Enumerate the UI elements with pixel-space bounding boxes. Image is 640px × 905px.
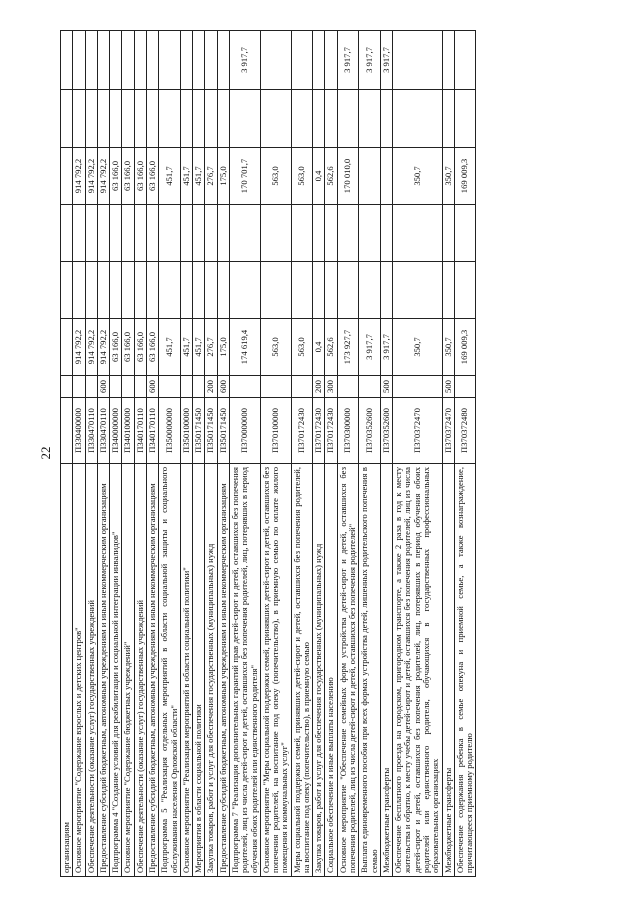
row-expense-type-cell (159, 376, 181, 398)
row-name-cell: Обеспечение деятельности (оказание услуг) государственных учреждений (85, 464, 97, 877)
row-name-cell: Подпрограмма 5 "Реализация отдельных мероприятий в области социальной защиты и социального обслуживания населения Орловской области" (159, 464, 181, 877)
row-value-5-cell (97, 90, 109, 148)
row-value-4-cell: 562,6 (325, 148, 337, 205)
row-value-6-cell (442, 31, 454, 90)
row-value-3-cell (110, 205, 122, 262)
row-code-cell: П340100000 (122, 398, 134, 464)
row-value-5-cell (134, 90, 146, 148)
row-value-4-cell: 63 166,0 (134, 148, 146, 205)
row-value-5-cell (61, 90, 73, 148)
row-expense-type-cell (393, 376, 442, 398)
row-value-2-cell (359, 262, 381, 319)
row-code-cell (61, 398, 73, 464)
row-value-3-cell (180, 205, 192, 262)
row-value-3-cell (325, 205, 337, 262)
row-value-4-cell: 451,7 (180, 148, 192, 205)
row-value-total-cell: 63 166,0 (134, 319, 146, 376)
row-value-2-cell (217, 262, 229, 319)
row-value-2-cell (61, 262, 73, 319)
row-value-3-cell (122, 205, 134, 262)
row-value-3-cell (217, 205, 229, 262)
row-value-3-cell (291, 205, 313, 262)
row-name-cell: Меры социальной поддержки семей, принявших детей-сирот и детей, оставшихся без попечения родителей, на воспитание под опеку (попечительство), в приемную семью (291, 464, 313, 877)
row-value-3-cell (454, 205, 476, 262)
row-value-6-cell (260, 31, 291, 90)
row-code-cell: П330400000 (73, 398, 85, 464)
row-value-3-cell (134, 205, 146, 262)
row-value-4-cell: 350,7 (393, 148, 442, 205)
row-name-cell: Обеспечение деятельности (оказание услуг) государственных учреждений (134, 464, 146, 877)
row-value-3-cell (260, 205, 291, 262)
row-value-total-cell: 3 917,7 (359, 319, 381, 376)
row-value-4-cell: 451,7 (159, 148, 181, 205)
row-value-2-cell (380, 262, 392, 319)
table-row (205, 31, 217, 877)
row-value-4-cell: 451,7 (193, 148, 205, 205)
row-value-4-cell: 0,4 (313, 148, 325, 205)
row-expense-type-cell (73, 376, 85, 398)
table-row (146, 31, 158, 877)
row-name-cell: Основное мероприятие "Обеспечение семейных форм устройства детей-сирот и детей, оставшихся без попечения родителей, лиц из числа детей-сирот и детей, оставшихся без попечения родителей" (337, 464, 359, 877)
row-value-4-cell: 914 792,2 (85, 148, 97, 205)
row-name-cell: Подпрограмма 7 "Реализация дополнительных гарантий прав детей-сирот и детей, оставшихся без попечения родителей, лиц из числа детей-сирот и детей, оставшихся без попечения родителей, лиц, потерявших в период обучения обоих родителей или единственного родителя" (229, 464, 260, 877)
row-value-2-cell (180, 262, 192, 319)
row-value-3-cell (159, 205, 181, 262)
row-code-cell: П370372470 (442, 398, 454, 464)
row-value-2-cell (260, 262, 291, 319)
row-value-5-cell (229, 90, 260, 148)
row-value-total-cell: 175,0 (217, 319, 229, 376)
row-value-5-cell (205, 90, 217, 148)
row-value-6-cell (205, 31, 217, 90)
row-expense-type-cell (122, 376, 134, 398)
row-value-total-cell: 914 792,2 (85, 319, 97, 376)
row-value-2-cell (73, 262, 85, 319)
row-name-cell: Подпрограмма 4 "Создание условий для реабилитации и социальной интеграции инвалидов" (110, 464, 122, 877)
row-value-2-cell (205, 262, 217, 319)
row-value-5-cell (180, 90, 192, 148)
row-value-total-cell (61, 319, 73, 376)
row-value-4-cell: 63 166,0 (146, 148, 158, 205)
row-expense-type-cell (260, 376, 291, 398)
row-value-3-cell (146, 205, 158, 262)
row-value-4-cell (61, 148, 73, 205)
row-value-total-cell: 3 917,7 (380, 319, 392, 376)
row-name-cell: Социальное обеспечение и иные выплаты населению (325, 464, 337, 877)
row-value-4-cell: 169 009,3 (454, 148, 476, 205)
table-row (159, 31, 181, 877)
row-value-4-cell: 276,7 (205, 148, 217, 205)
row-value-total-cell: 350,7 (393, 319, 442, 376)
row-value-4-cell: 170 701,7 (229, 148, 260, 205)
row-expense-type-cell (85, 376, 97, 398)
row-value-3-cell (313, 205, 325, 262)
row-value-6-cell (454, 31, 476, 90)
row-value-5-cell (454, 90, 476, 148)
table-row (122, 31, 134, 877)
budget-table (60, 30, 476, 877)
row-value-total-cell: 174 619,4 (229, 319, 260, 376)
table-row (454, 31, 476, 877)
row-code-cell: П370100000 (260, 398, 291, 464)
row-value-5-cell (337, 90, 359, 148)
row-value-6-cell (61, 31, 73, 90)
row-expense-type-cell (134, 376, 146, 398)
row-value-3-cell (85, 205, 97, 262)
row-value-total-cell: 173 927,7 (337, 319, 359, 376)
row-value-total-cell: 63 166,0 (122, 319, 134, 376)
row-value-2-cell (146, 262, 158, 319)
row-value-6-cell (73, 31, 85, 90)
row-value-6-cell (180, 31, 192, 90)
row-value-2-cell (337, 262, 359, 319)
row-name-cell: Предоставление субсидий бюджетным, автономным учреждениям и иным некоммерческим организациям (97, 464, 109, 877)
row-code-cell: П370172430 (313, 398, 325, 464)
row-value-5-cell (73, 90, 85, 148)
row-value-5-cell (260, 90, 291, 148)
row-expense-type-cell (454, 376, 476, 398)
row-value-3-cell (359, 205, 381, 262)
row-code-cell: П370300000 (337, 398, 359, 464)
row-code-cell: П330470110 (85, 398, 97, 464)
row-value-total-cell: 350,7 (442, 319, 454, 376)
row-value-3-cell (337, 205, 359, 262)
table-row (193, 31, 205, 877)
row-name-cell: Обеспечение содержания ребенка в семье опекуна и приемной семье, а также вознаграждение, причитающееся приемному родителю (454, 464, 476, 877)
row-value-5-cell (193, 90, 205, 148)
row-value-5-cell (85, 90, 97, 148)
row-value-5-cell (122, 90, 134, 148)
row-name-cell: Мероприятия в области социальной политики (193, 464, 205, 877)
row-name-cell: Обеспечение бесплатного проезда на городском, пригородном транспорте, а также 2 раза в год к месту жительства и обратно, к месту учебы детей-сирот и детей, оставшихся без попечения родителей, лиц из числа детей-сирот и детей, оставшихся без попечения родителей, лиц, потерявших в период обучения обоих родителей или единственного родителя, обучающихся в государственных профессиональных образовательных организациях (393, 464, 442, 877)
row-code-cell: П370372480 (454, 398, 476, 464)
row-code-cell: П370000000 (229, 398, 260, 464)
row-value-2-cell (193, 262, 205, 319)
row-name-cell: Межбюджетные трансферты (442, 464, 454, 877)
row-value-5-cell (291, 90, 313, 148)
table-row (61, 31, 73, 877)
row-value-4-cell: 914 792,2 (73, 148, 85, 205)
row-code-cell: П370352600 (380, 398, 392, 464)
table-row (359, 31, 381, 877)
table-row (260, 31, 291, 877)
row-value-6-cell: 3 917,7 (229, 31, 260, 90)
row-code-cell: П340170110 (134, 398, 146, 464)
row-code-cell: П370352600 (359, 398, 381, 464)
row-code-cell: П370372470 (393, 398, 442, 464)
row-value-6-cell (291, 31, 313, 90)
row-code-cell: П350171450 (205, 398, 217, 464)
row-value-5-cell (359, 90, 381, 148)
table-row (337, 31, 359, 877)
row-value-6-cell: 3 917,7 (380, 31, 392, 90)
row-name-cell: Межбюджетные трансферты (380, 464, 392, 877)
table-row (110, 31, 122, 877)
row-value-6-cell (393, 31, 442, 90)
row-expense-type-cell: 600 (146, 376, 158, 398)
row-name-cell: Основное мероприятие "Содержание бюджетных учреждений" (122, 464, 134, 877)
row-value-5-cell (313, 90, 325, 148)
row-value-3-cell (205, 205, 217, 262)
row-value-2-cell (393, 262, 442, 319)
row-value-total-cell: 914 792,2 (97, 319, 109, 376)
row-value-6-cell: 3 917,7 (337, 31, 359, 90)
row-value-5-cell (325, 90, 337, 148)
row-expense-type-cell: 200 (313, 376, 325, 398)
table-row (85, 31, 97, 877)
table-row (393, 31, 442, 877)
row-value-2-cell (454, 262, 476, 319)
row-value-4-cell: 563,0 (291, 148, 313, 205)
row-code-cell: П370172430 (325, 398, 337, 464)
row-expense-type-cell: 500 (442, 376, 454, 398)
row-value-total-cell: 563,0 (291, 319, 313, 376)
row-code-cell: П350171450 (193, 398, 205, 464)
page-number: 22 (38, 446, 53, 460)
row-value-3-cell (380, 205, 392, 262)
row-value-total-cell: 451,7 (159, 319, 181, 376)
row-value-5-cell (146, 90, 158, 148)
row-expense-type-cell: 200 (205, 376, 217, 398)
row-value-2-cell (110, 262, 122, 319)
row-value-5-cell (393, 90, 442, 148)
row-value-2-cell (442, 262, 454, 319)
row-code-cell: П340170110 (146, 398, 158, 464)
row-value-3-cell (193, 205, 205, 262)
rotated-page-content (60, 31, 605, 877)
row-value-4-cell (380, 148, 392, 205)
row-expense-type-cell: 600 (97, 376, 109, 398)
row-value-2-cell (134, 262, 146, 319)
row-name-cell: Основное мероприятие "Реализация мероприятий в области социальной политики" (180, 464, 192, 877)
row-value-6-cell (313, 31, 325, 90)
row-value-6-cell (193, 31, 205, 90)
row-value-5-cell (159, 90, 181, 148)
row-value-2-cell (229, 262, 260, 319)
row-value-3-cell (97, 205, 109, 262)
row-value-total-cell: 451,7 (180, 319, 192, 376)
row-name-cell: Предоставление субсидий бюджетным, автономным учреждениям и иным некоммерческим организациям (146, 464, 158, 877)
row-name-cell: Основное мероприятие "Содержание взрослых и детских центров" (73, 464, 85, 877)
row-code-cell: П330470110 (97, 398, 109, 464)
row-value-3-cell (229, 205, 260, 262)
row-value-4-cell: 914 792,2 (97, 148, 109, 205)
row-value-5-cell (380, 90, 392, 148)
table-row (442, 31, 454, 877)
row-name-cell: Закупка товаров, работ и услуг для обеспечения государственных (муниципальных) нужд (205, 464, 217, 877)
row-value-2-cell (313, 262, 325, 319)
table-row (229, 31, 260, 877)
table-row (180, 31, 192, 877)
table-row (380, 31, 392, 877)
row-value-total-cell: 63 166,0 (146, 319, 158, 376)
row-name-cell: Закупка товаров, работ и услуг для обеспечения государственных (муниципальных) нужд (313, 464, 325, 877)
row-code-cell: П340000000 (110, 398, 122, 464)
row-name-cell: Выплата единовременного пособия при всех формах устройства детей, лишенных родительского попечения в семью (359, 464, 381, 877)
table-row (73, 31, 85, 877)
row-value-6-cell (97, 31, 109, 90)
row-value-total-cell: 276,7 (205, 319, 217, 376)
row-value-total-cell: 169 009,3 (454, 319, 476, 376)
row-expense-type-cell (337, 376, 359, 398)
row-value-5-cell (110, 90, 122, 148)
table-row (325, 31, 337, 877)
row-value-4-cell: 170 010,0 (337, 148, 359, 205)
row-value-6-cell (122, 31, 134, 90)
table-row (134, 31, 146, 877)
row-value-2-cell (291, 262, 313, 319)
row-value-4-cell: 63 166,0 (122, 148, 134, 205)
row-expense-type-cell (180, 376, 192, 398)
row-value-total-cell: 0,4 (313, 319, 325, 376)
row-name-cell: организациям (61, 464, 73, 877)
row-value-3-cell (442, 205, 454, 262)
row-value-4-cell: 350,7 (442, 148, 454, 205)
row-expense-type-cell (359, 376, 381, 398)
row-value-2-cell (97, 262, 109, 319)
row-value-6-cell (146, 31, 158, 90)
row-value-6-cell (159, 31, 181, 90)
row-value-6-cell (85, 31, 97, 90)
row-expense-type-cell (229, 376, 260, 398)
row-value-5-cell (217, 90, 229, 148)
row-value-3-cell (61, 205, 73, 262)
row-name-cell: Предоставление субсидий бюджетным, автономным учреждениям и иным некоммерческим организациям (217, 464, 229, 877)
row-value-6-cell (325, 31, 337, 90)
row-value-6-cell (217, 31, 229, 90)
row-value-2-cell (159, 262, 181, 319)
table-row (217, 31, 229, 877)
row-value-2-cell (85, 262, 97, 319)
row-value-2-cell (122, 262, 134, 319)
row-value-5-cell (442, 90, 454, 148)
row-value-4-cell: 563,0 (260, 148, 291, 205)
budget-table-body (61, 31, 476, 877)
row-value-2-cell (325, 262, 337, 319)
table-row (97, 31, 109, 877)
row-value-total-cell: 451,7 (193, 319, 205, 376)
row-value-3-cell (393, 205, 442, 262)
row-value-6-cell (110, 31, 122, 90)
row-value-6-cell (134, 31, 146, 90)
row-value-4-cell: 175,0 (217, 148, 229, 205)
row-expense-type-cell: 300 (325, 376, 337, 398)
row-value-total-cell: 563,0 (260, 319, 291, 376)
row-code-cell: П370172430 (291, 398, 313, 464)
row-expense-type-cell (193, 376, 205, 398)
row-code-cell: П350000000 (159, 398, 181, 464)
table-row (313, 31, 325, 877)
row-value-total-cell: 914 792,2 (73, 319, 85, 376)
row-name-cell: Основное мероприятие "Меры социальной поддержки семей, принявших детей-сирот и детей, оставшихся без попечения родителей, на воспитание под опеку (попечительство), в приемную семью по оплате жилого помещения и коммунальных услуг" (260, 464, 291, 877)
row-value-3-cell (73, 205, 85, 262)
row-expense-type-cell (110, 376, 122, 398)
row-expense-type-cell: 600 (217, 376, 229, 398)
row-value-4-cell: 63 166,0 (110, 148, 122, 205)
row-value-total-cell: 63 166,0 (110, 319, 122, 376)
row-code-cell: П350171450 (217, 398, 229, 464)
row-expense-type-cell (61, 376, 73, 398)
row-value-6-cell: 3 917,7 (359, 31, 381, 90)
row-expense-type-cell (291, 376, 313, 398)
row-value-total-cell: 562,6 (325, 319, 337, 376)
row-expense-type-cell: 500 (380, 376, 392, 398)
row-code-cell: П350100000 (180, 398, 192, 464)
row-value-4-cell (359, 148, 381, 205)
table-row (291, 31, 313, 877)
